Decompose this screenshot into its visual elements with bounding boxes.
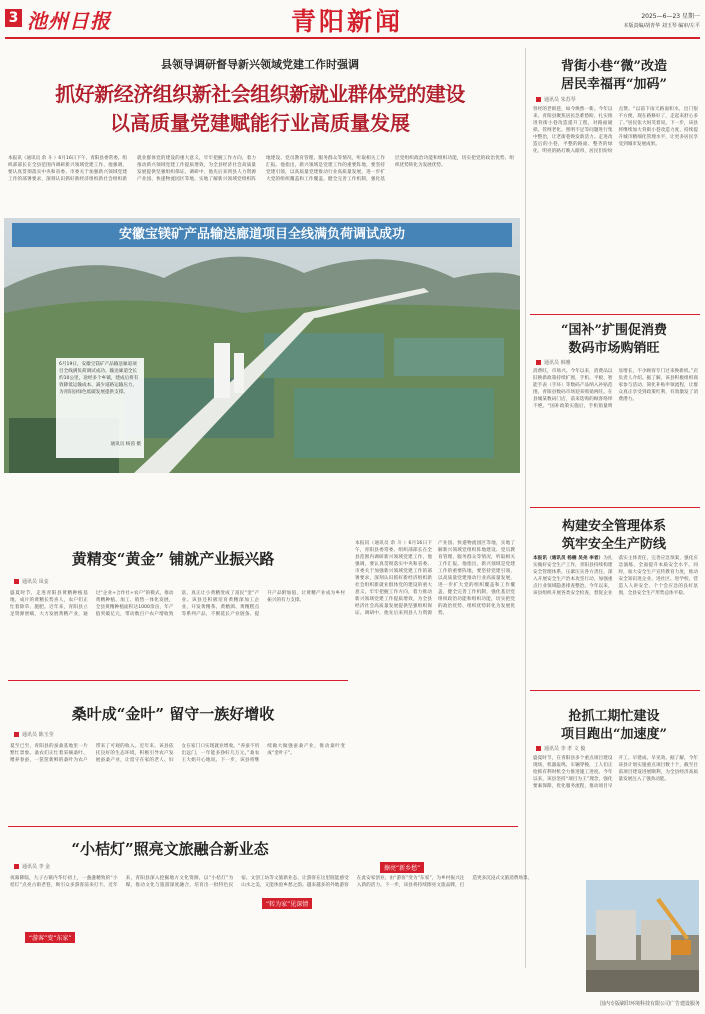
byline-marker-icon xyxy=(14,732,19,737)
rail-mid-body: 消费旺，市场兴。今年以来，消费品以旧换新政策持续扩围，手机、平板、智能手表（手环）等数码产品纳入补贴范围，青阳县数码市场迎来购销两旺。在县城某数码门店，前来选购的顾客络绎不绝。“国补政策实施后，手机销量明显增长，不少顾客专门过来换新机。”店负责人介绍。据了解，该县积极组织商家参与活动，简化补贴申领流程，让群众真正享受到政策红利，有效激发了消费潜力。 xyxy=(533,369,698,409)
lead-headline-1: 抓好新经济组织新社会组织新就业群体党的建设 xyxy=(55,82,465,106)
photo-credit: 通讯员 杨茵 摄 xyxy=(110,442,141,447)
rail-top-byline: 通讯员 朱苏琴 xyxy=(536,96,576,103)
rail-top-body: 曾经的老街巷，如今焕然一新。今年以来，青阳县聚焦居民急难愁盼，扎实推进背街小巷改造提升工程，对路面破损、管网老化、照明不足等问题进行集中整治，让老街巷焕发新活力。走进改造后的小巷，平整的路面、整齐的绿化、明亮的路灯映入眼帘，居民们纷纷点赞。“以前下雨天路面积水，出门很不方便，现在路修好了，走起来舒心多了。”居民张大妈笑着说。下一步，该县将继续加大背街小巷改造力度，持续提升城市精细化管理水平，让更多居民享受到城市发展成果。 xyxy=(533,107,698,154)
byline-marker-icon xyxy=(536,746,541,751)
main-photo xyxy=(4,218,520,473)
rail-mid-headline-2: 数码市场购销旺 xyxy=(568,341,660,356)
yellow-headline: 黄精变“黄金” 铺就产业振兴路 xyxy=(71,550,275,568)
tourism-subhead-1: “游客”变“东家” xyxy=(25,932,75,943)
rail-project-headline-2: 项目跑出“加速度” xyxy=(561,727,667,742)
rail-bottom-body: 本报讯（通讯员 杨楠 吴尧 李者）为扎实做好安全生产工作，青阳县持续构建安全管理体系，压紧压实各方责任，深入开展安全生产治本攻坚行动，加强重点行业领域隐患排查整治。今年以来，该县组织开展各类安全检查，督促企业落实主体责任，完善应急预案，强化应急演练，全面提升本质安全水平。同时，加大安全生产宣传教育力度，推动安全知识进企业、进社区、进学校，营造人人讲安全、个个会应急的良好氛围，全县安全生产形势总体平稳。 xyxy=(533,556,698,596)
rail-bottom-headline-2: 筑牢安全生产防线 xyxy=(561,537,666,552)
rail-bottom-headline-1: 构建安全管理体系 xyxy=(561,519,666,534)
photo-caption: 6月19日，安徽宝镁矿产品输送廊道项目全线满负荷调试成功。输送廊道全长约10公里，途经多个乡镇，建成后将有效降低运输成本、减少道路运输压力，为青阳县绿色低碳发展提供支撑。 xyxy=(59,362,139,395)
byline-marker-icon xyxy=(14,579,19,584)
paper-name-logo: 池州日报 xyxy=(27,9,111,33)
divider xyxy=(530,507,700,508)
photo-banner: 安徽宝镁矿产品输送廊道项目全线满负荷调试成功 xyxy=(12,223,512,247)
tourism-headline: “小桔灯”照亮文旅融合新业态 xyxy=(71,840,269,858)
center-column-body: 本报讯（通讯员 余 斗 ）6月16日下午，青阳县委常委、组织部部长在全县范围内调研新兴领域党建工作，他强调，要认真贯彻落实中央和省委、市委关于加强新兴领域党建工作的部署要求，深刻认识抓好新经济组织新社会组织新就业群体党的建设的重大意义，牢牢把握工作方向，着力推动新兴领域党建工作提质增效，为全县经济社会高质量发展提供坚强组织保证。调研中，他先后来到县人力资源产业园、快递物流园区等地，实地了解新兴领域党组织阵地建设、党员教育管理、服务群众等情况，听取相关工作汇报。他指出，新兴领域是党建工作的重要阵地，要坚持党建引领，以高质量党建推动行业高质量发展，进一步扩大党的组织覆盖和工作覆盖，健全完善工作机制，强化基层党组织政治功能和组织功能，切实把党的政治优势、组织优势转化为发展优势。 xyxy=(355,541,515,616)
lead-headline-2: 以高质量党建赋能行业高质量发展 xyxy=(110,111,410,135)
divider xyxy=(530,314,700,315)
construction-site-image xyxy=(586,880,699,992)
lead-kicker: 县领导调研督导新兴领域党建工作时强调 xyxy=(161,58,359,71)
rail-mid-byline: 通讯员 韩雅 xyxy=(536,359,571,366)
rail-project-headline-1: 抢抓工期忙建设 xyxy=(568,709,660,724)
masthead-rule xyxy=(5,37,700,39)
yellow-byline: 通讯员 凤妾 xyxy=(14,578,49,585)
yellow-body: 盛夏时节，走进青阳县黄精种植基地，成片的黄精长势喜人，农户们正忙着除草、施肥。近年来，青阳县立足资源禀赋，大力发展黄精产业，通过“企业+合作社+农户”的模式，推动黄精种植、加工、销售一体化发展，全县黄精种植面积达1000余亩，年产值突破亿元，带动数百户农户增收致富，真正让小黄精变成了富民“金”产业。该县还积极培育黄精深加工企业，开发黄精茶、黄精酒、黄精糕点等系列产品，不断延长产业链条、提升产品附加值，让黄精产业成为乡村振兴的有力支撑。 xyxy=(10,591,345,617)
masthead xyxy=(0,0,705,44)
page-number-badge: 3 xyxy=(5,9,22,27)
rail-project-byline: 通讯员 李 孝 文 俊 xyxy=(536,745,585,752)
byline-marker-icon xyxy=(536,97,541,102)
tourism-subhead-2: “转为家”见深情 xyxy=(262,898,312,909)
divider xyxy=(530,690,700,691)
rail-project-body: 盛夏时节，在青阳县多个重点项目建设现场，机器轰鸣、车辆穿梭，工人们正抢抓有利时机全力推进施工进度。今年以来，该县坚持“项目为王”理念，强化要素保障，优化服务流程，推动项目早开工、早建成、早见效。据了解，今年该县计划实施重点项目数十个，截至目前项目建设进展顺利，为全县经济高质量发展注入了强劲动能。 xyxy=(533,756,698,789)
byline-marker-icon xyxy=(14,864,19,869)
divider xyxy=(525,48,526,968)
lead-body: 本报讯（通讯员 余 斗 ）6月16日下午，青阳县委常委、组织部部长在全县范围内调研新兴领域党建工作，他强调，要认真贯彻落实中央和省委、市委关于加强新兴领域党建工作的部署要求，深刻认识抓好新经济组织新社会组织新就业群体党的建设的重大意义，牢牢把握工作方向，着力推动新兴领域党建工作提质增效，为全县经济社会高质量发展提供坚强组织保证。调研中，他先后来到县人力资源产业园、快递物流园区等地，实地了解新兴领域党组织阵地建设、党员教育管理、服务群众等情况，听取相关工作汇报。他指出，新兴领域是党建工作的重要阵地，要坚持党建引领，以高质量党建推动行业高质量发展，进一步扩大党的组织覆盖和工作覆盖，健全完善工作机制，强化基层党组织政治功能和组织功能，切实把党的政治优势、组织优势转化为发展优势。 xyxy=(8,156,514,182)
mulberry-body: 夏至已至，青阳县的蚕桑基地里一片繁忙景象。桑农们正忙着采摘桑叶、喂养春蚕，一筐筐新鲜的桑叶为农户带来了可观的收入。近年来，该县依托良好的生态环境，积极引导农户发展蚕桑产业，让留守在家的老人、妇女在家门口实现就业增收。“养蚕不用出远门，一年能多挣好几万元。”桑农王大姐开心地说。下一步，该县将继续做大做强蚕桑产业，推动桑叶变成“金叶子”。 xyxy=(10,744,345,763)
construction-photo xyxy=(586,880,699,992)
printer-footer: 国内专版刷印环境科技有限公司广告建设服务 xyxy=(599,1001,700,1007)
rail-top-headline-2: 居民幸福再“加码” xyxy=(561,77,667,92)
byline-marker-icon xyxy=(536,360,541,365)
tourism-body: 夜幕降临，九子古镇内华灯初上，一盏盏精致的“小桔灯”点亮古街老巷，吸引众多游客前来打卡。近年来，青阳县深入挖掘地方文化资源，以“小桔灯”为媒，推动文化与旅游深度融合，培育出一批特色民宿、文创工坊等文旅新业态，让游客在这里既能感受山水之美，又能体验乡愁之韵。越来越多的外地游客在此安家创业，由“游客”变为“东家”，为乡村振兴注入新的活力。下一步，该县将持续擦亮文旅品牌，打造更多沉浸式文旅消费场景。 xyxy=(10,876,533,888)
rail-mid-headline-1: “国补”扩围促消费 xyxy=(561,323,667,338)
rail-bottom-byline: 本报讯（通讯员 杨楠 吴尧 李者） xyxy=(533,556,604,561)
photo-caption-box xyxy=(56,358,144,458)
tourism-byline: 通讯员 李 金 xyxy=(14,863,50,870)
section-title: 青阳新闻 xyxy=(290,7,403,36)
divider xyxy=(8,680,348,681)
rail-top-headline-1: 背街小巷“微”改造 xyxy=(561,59,667,74)
divider xyxy=(8,826,518,827)
mulberry-headline: 桑叶成“金叶” 留守一族好增收 xyxy=(71,705,275,723)
issue-date: 2025—6—23 星期一 xyxy=(641,13,700,20)
mulberry-byline: 通讯员 陈玉莹 xyxy=(14,731,54,738)
tourism-subhead-3: 擦亮“新乡愁” xyxy=(380,862,424,873)
editors-line: 本版责编/胡青华 刘玉琴 编审/左平 xyxy=(623,23,700,29)
